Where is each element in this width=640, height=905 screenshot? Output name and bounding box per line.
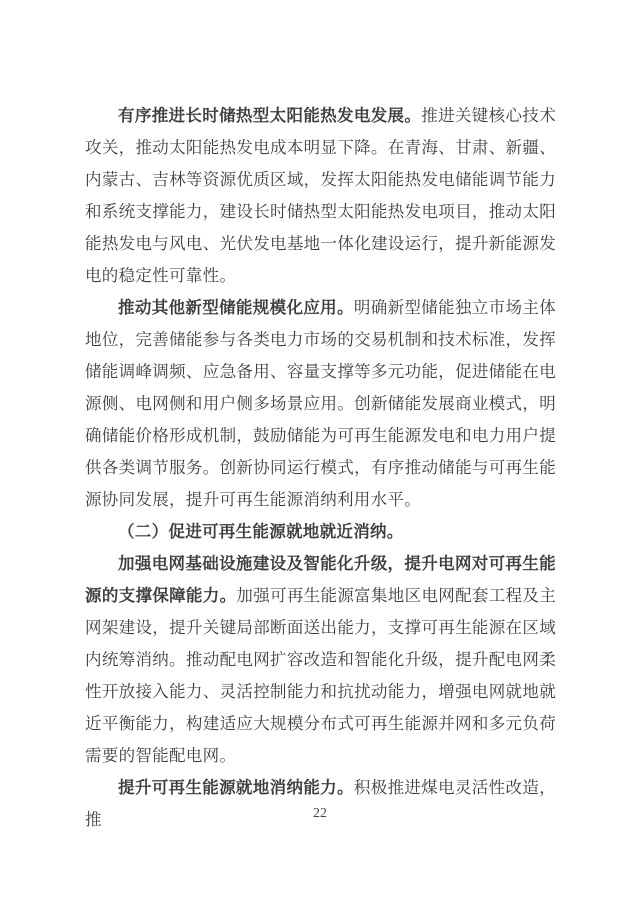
paragraph-lead: 提升可再生能源就地消纳能力。 — [118, 778, 354, 797]
paragraph — [85, 100, 556, 292]
paragraph-text: 加强可再生能源富集地区电网配套工程及主网架建设，提升关键局部断面送出能力，支撑可再生能源在区域内统筹消纳。推动配电网扩容改造和智能化升级，提升配电网柔性开放接入能力、灵活控制能力和抗扰动能力，增强电网就地就近平衡能力，构建适应大规模分布式可再生能源并网和多元负荷需要的智能配电网。 — [85, 586, 557, 765]
paragraph — [85, 292, 556, 516]
paragraph — [85, 548, 556, 772]
paragraph-lead: 有序推进长时储热型太阳能热发电发展。 — [118, 106, 422, 125]
document-body — [85, 100, 556, 836]
paragraph-text: 明确新型储能独立市场主体地位，完善储能参与各类电力市场的交易机制和技术标准，发挥储能调峰调频、应急备用、容量支撑等多元功能，促进储能在电源侧、电网侧和用户侧多场景应用。创新储能发展商业模式，明确储能价格形成机制，鼓励储能为可再生能源发电和电力用户提供各类调节服务。创新协同运行模式，有序推动储能与可再生能源协同发展，提升可再生能源消纳利用水平。 — [85, 298, 556, 509]
paragraph-lead: （二）促进可再生能源就地就近消纳。 — [118, 522, 404, 541]
section-heading — [85, 516, 556, 548]
paragraph — [85, 772, 556, 836]
paragraph-lead: 加强电网基础设施建设及智能化升级，提升电网对可再生能源的支撑保障能力。 — [85, 554, 556, 605]
paragraph-lead: 推动其他新型储能规模化应用。 — [118, 298, 354, 317]
paragraph-text: 推进关键核心技术攻关，推动太阳能热发电成本明显下降。在青海、甘肃、新疆、内蒙古、吉林等资源优质区域，发挥太阳能热发电储能调节能力和系统支撑能力，建设长时储热型太阳能热发电项目，推动太阳能热发电与风电、光伏发电基地一体化建设运行，提升新能源发电的稳定性可靠性。 — [85, 106, 556, 285]
page-number: 22 — [313, 806, 327, 821]
paragraph-text: 积极推进煤电灵活性改造，推 — [85, 778, 556, 829]
